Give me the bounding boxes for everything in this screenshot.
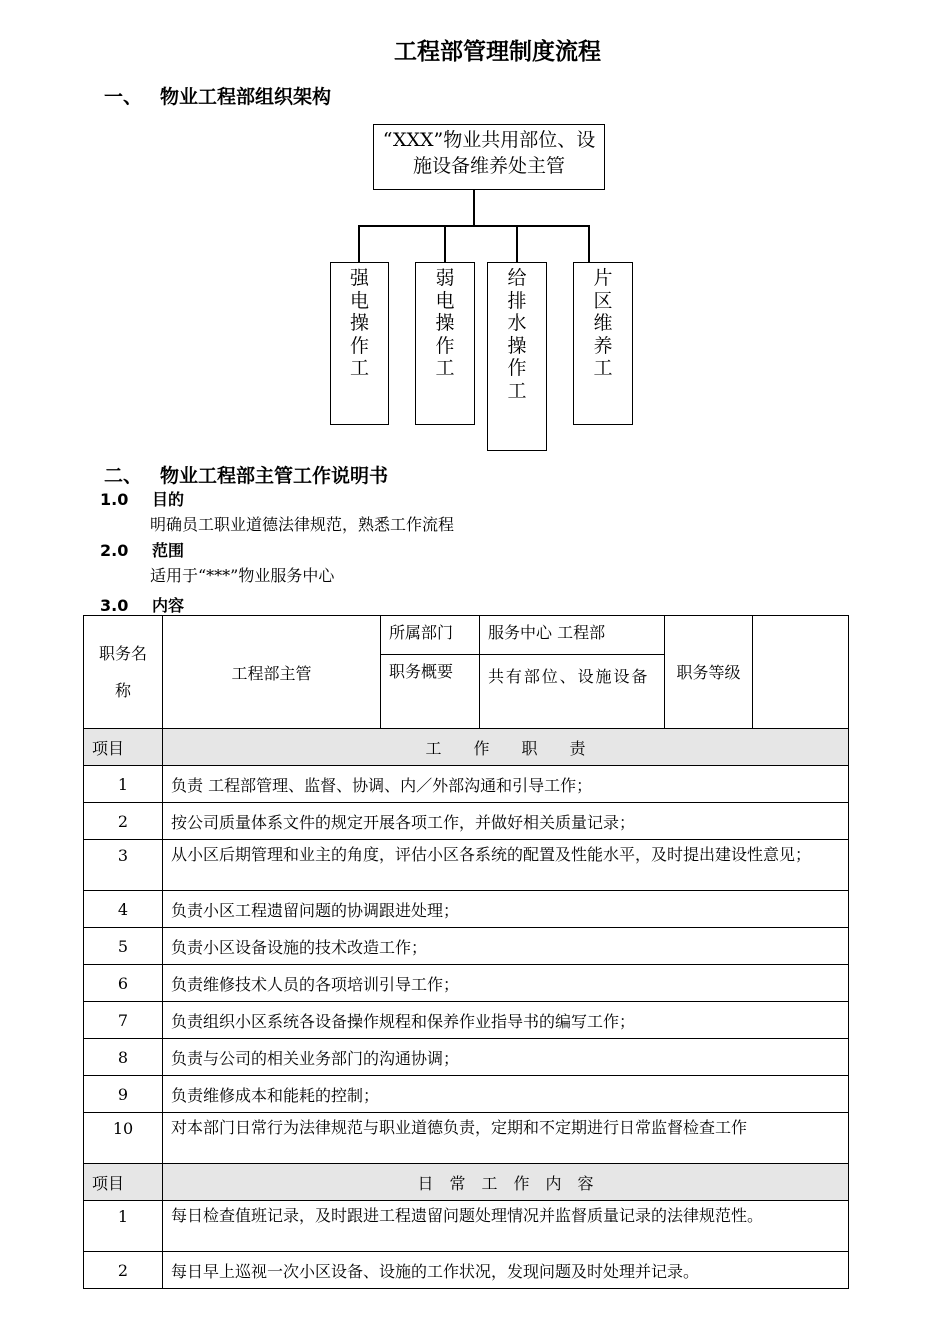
department-label: 所属部门 [381,616,480,655]
table-row [84,803,849,840]
org-node-char: 工 [593,357,613,379]
subsection-content [100,593,184,616]
item-number: 10 [84,1113,163,1164]
org-node-char: 工 [507,379,527,402]
org-node-char: 作 [435,334,455,357]
job-description-table [83,615,849,1289]
table-row [84,1201,849,1252]
purpose-text: 明确员工职业道德法律规范，熟悉工作流程 [150,515,455,534]
item-number: 1 [84,1201,163,1252]
item-number: 1 [84,766,163,803]
duty-text: 负责维修技术人员的各项培训引导工作； [163,965,849,1002]
org-node-char: 片 [593,267,613,289]
subsection-purpose [100,487,184,510]
table-section-header [84,729,849,766]
job-grade-value [753,616,849,729]
duty-text: 负责与公司的相关业务部门的沟通协调； [163,1039,849,1076]
page-title: 工程部管理制度流程 [394,39,601,65]
duty-text: 负责 工程部管理、监督、协调、内／外部沟通和引导工作； [163,766,849,803]
org-node-area-maintenance [573,262,633,425]
section-number: 一、 [104,86,143,108]
table-row [84,1039,849,1076]
daily-task-text: 每日检查值班记录，及时跟进工程遗留问题处理情况并监督质量记录的法律规范性。 [163,1201,849,1252]
org-node-char: 操 [435,312,455,334]
org-connector-drop-2 [444,225,446,263]
org-node-char: 作 [349,334,369,357]
table-row [84,1076,849,1113]
summary-label: 职务概要 [381,655,480,729]
org-connector-vertical [473,190,475,226]
item-number: 2 [84,803,163,840]
org-node-char: 强 [349,267,369,289]
duty-text: 负责组织小区系统各设备操作规程和保养作业指导书的编写工作； [163,1002,849,1039]
org-node-char: 电 [349,289,369,312]
org-node-char: 工 [435,357,455,379]
item-number: 5 [84,928,163,965]
item-number: 6 [84,965,163,1002]
job-grade-label: 职务等级 [665,616,753,729]
subsection-number: 1.0 [100,490,129,509]
job-title-label: 职务名称 [84,616,163,729]
org-node-char: 电 [435,289,455,312]
org-node-strong-current [330,262,389,425]
org-chart-root-box: “XXX”物业共用部位、设施设备维养处主管 [373,124,605,190]
table-row [84,1113,849,1164]
org-node-char: 养 [593,334,613,357]
org-node-char: 排 [507,289,527,312]
table-row [84,766,849,803]
subsection-number: 3.0 [100,596,129,615]
duty-text: 从小区后期管理和业主的角度，评估小区各系统的配置及性能水平，及时提出建设性意见； [163,840,849,891]
org-node-weak-current [415,262,475,425]
section-number: 二、 [104,465,143,487]
table-row [84,965,849,1002]
org-connector-horizontal [358,225,589,227]
duty-text: 对本部门日常行为法律规范与职业道德负责，定期和不定期进行日常监督检查工作 [163,1113,849,1164]
section-heading-job-description [104,461,388,488]
subsection-scope [100,538,184,561]
org-connector-drop-1 [358,225,360,263]
subsection-title: 内容 [152,596,185,615]
org-node-char: 维 [593,312,613,334]
item-label: 项目 [84,1164,163,1201]
table-row [84,840,849,891]
subsection-title: 目的 [152,490,185,509]
section-title: 物业工程部组织架构 [160,86,332,108]
table-row [84,1002,849,1039]
org-node-char: 工 [349,357,369,379]
section-heading-org [104,82,331,109]
table-section-header [84,1164,849,1201]
org-connector-drop-3 [516,225,518,263]
duties-header: 工 作 职 责 [163,729,849,766]
org-node-char: 区 [593,289,613,312]
table-row [84,928,849,965]
daily-work-header: 日 常 工 作 内 容 [163,1164,849,1201]
table-row [84,891,849,928]
summary-value: 共有部位、设施设备 [480,655,665,729]
duty-text: 负责维修成本和能耗的控制； [163,1076,849,1113]
item-number: 7 [84,1002,163,1039]
item-number: 8 [84,1039,163,1076]
duty-text: 负责小区设备设施的技术改造工作； [163,928,849,965]
section-title: 物业工程部主管工作说明书 [160,465,389,487]
daily-task-text: 每日早上巡视一次小区设备、设施的工作状况，发现问题及时处理并记录。 [163,1252,849,1289]
org-node-plumbing [487,262,547,451]
duty-text: 负责小区工程遗留问题的协调跟进处理； [163,891,849,928]
job-title-value: 工程部主管 [163,616,381,729]
org-node-char: 操 [507,334,527,357]
org-connector-drop-4 [588,225,590,263]
scope-text: 适用于“***”物业服务中心 [150,566,335,585]
subsection-title: 范围 [152,541,185,560]
item-number: 2 [84,1252,163,1289]
org-node-char: 弱 [435,267,455,289]
org-node-char: 水 [507,312,527,334]
table-row [84,616,849,655]
item-number: 9 [84,1076,163,1113]
org-node-char: 操 [349,312,369,334]
table-row [84,1252,849,1289]
org-node-char: 给 [507,267,527,289]
item-number: 4 [84,891,163,928]
org-node-char: 作 [507,357,527,379]
duty-text: 按公司质量体系文件的规定开展各项工作，并做好相关质量记录； [163,803,849,840]
department-value: 服务中心 工程部 [480,616,665,655]
subsection-number: 2.0 [100,541,129,560]
item-number: 3 [84,840,163,891]
item-label: 项目 [84,729,163,766]
